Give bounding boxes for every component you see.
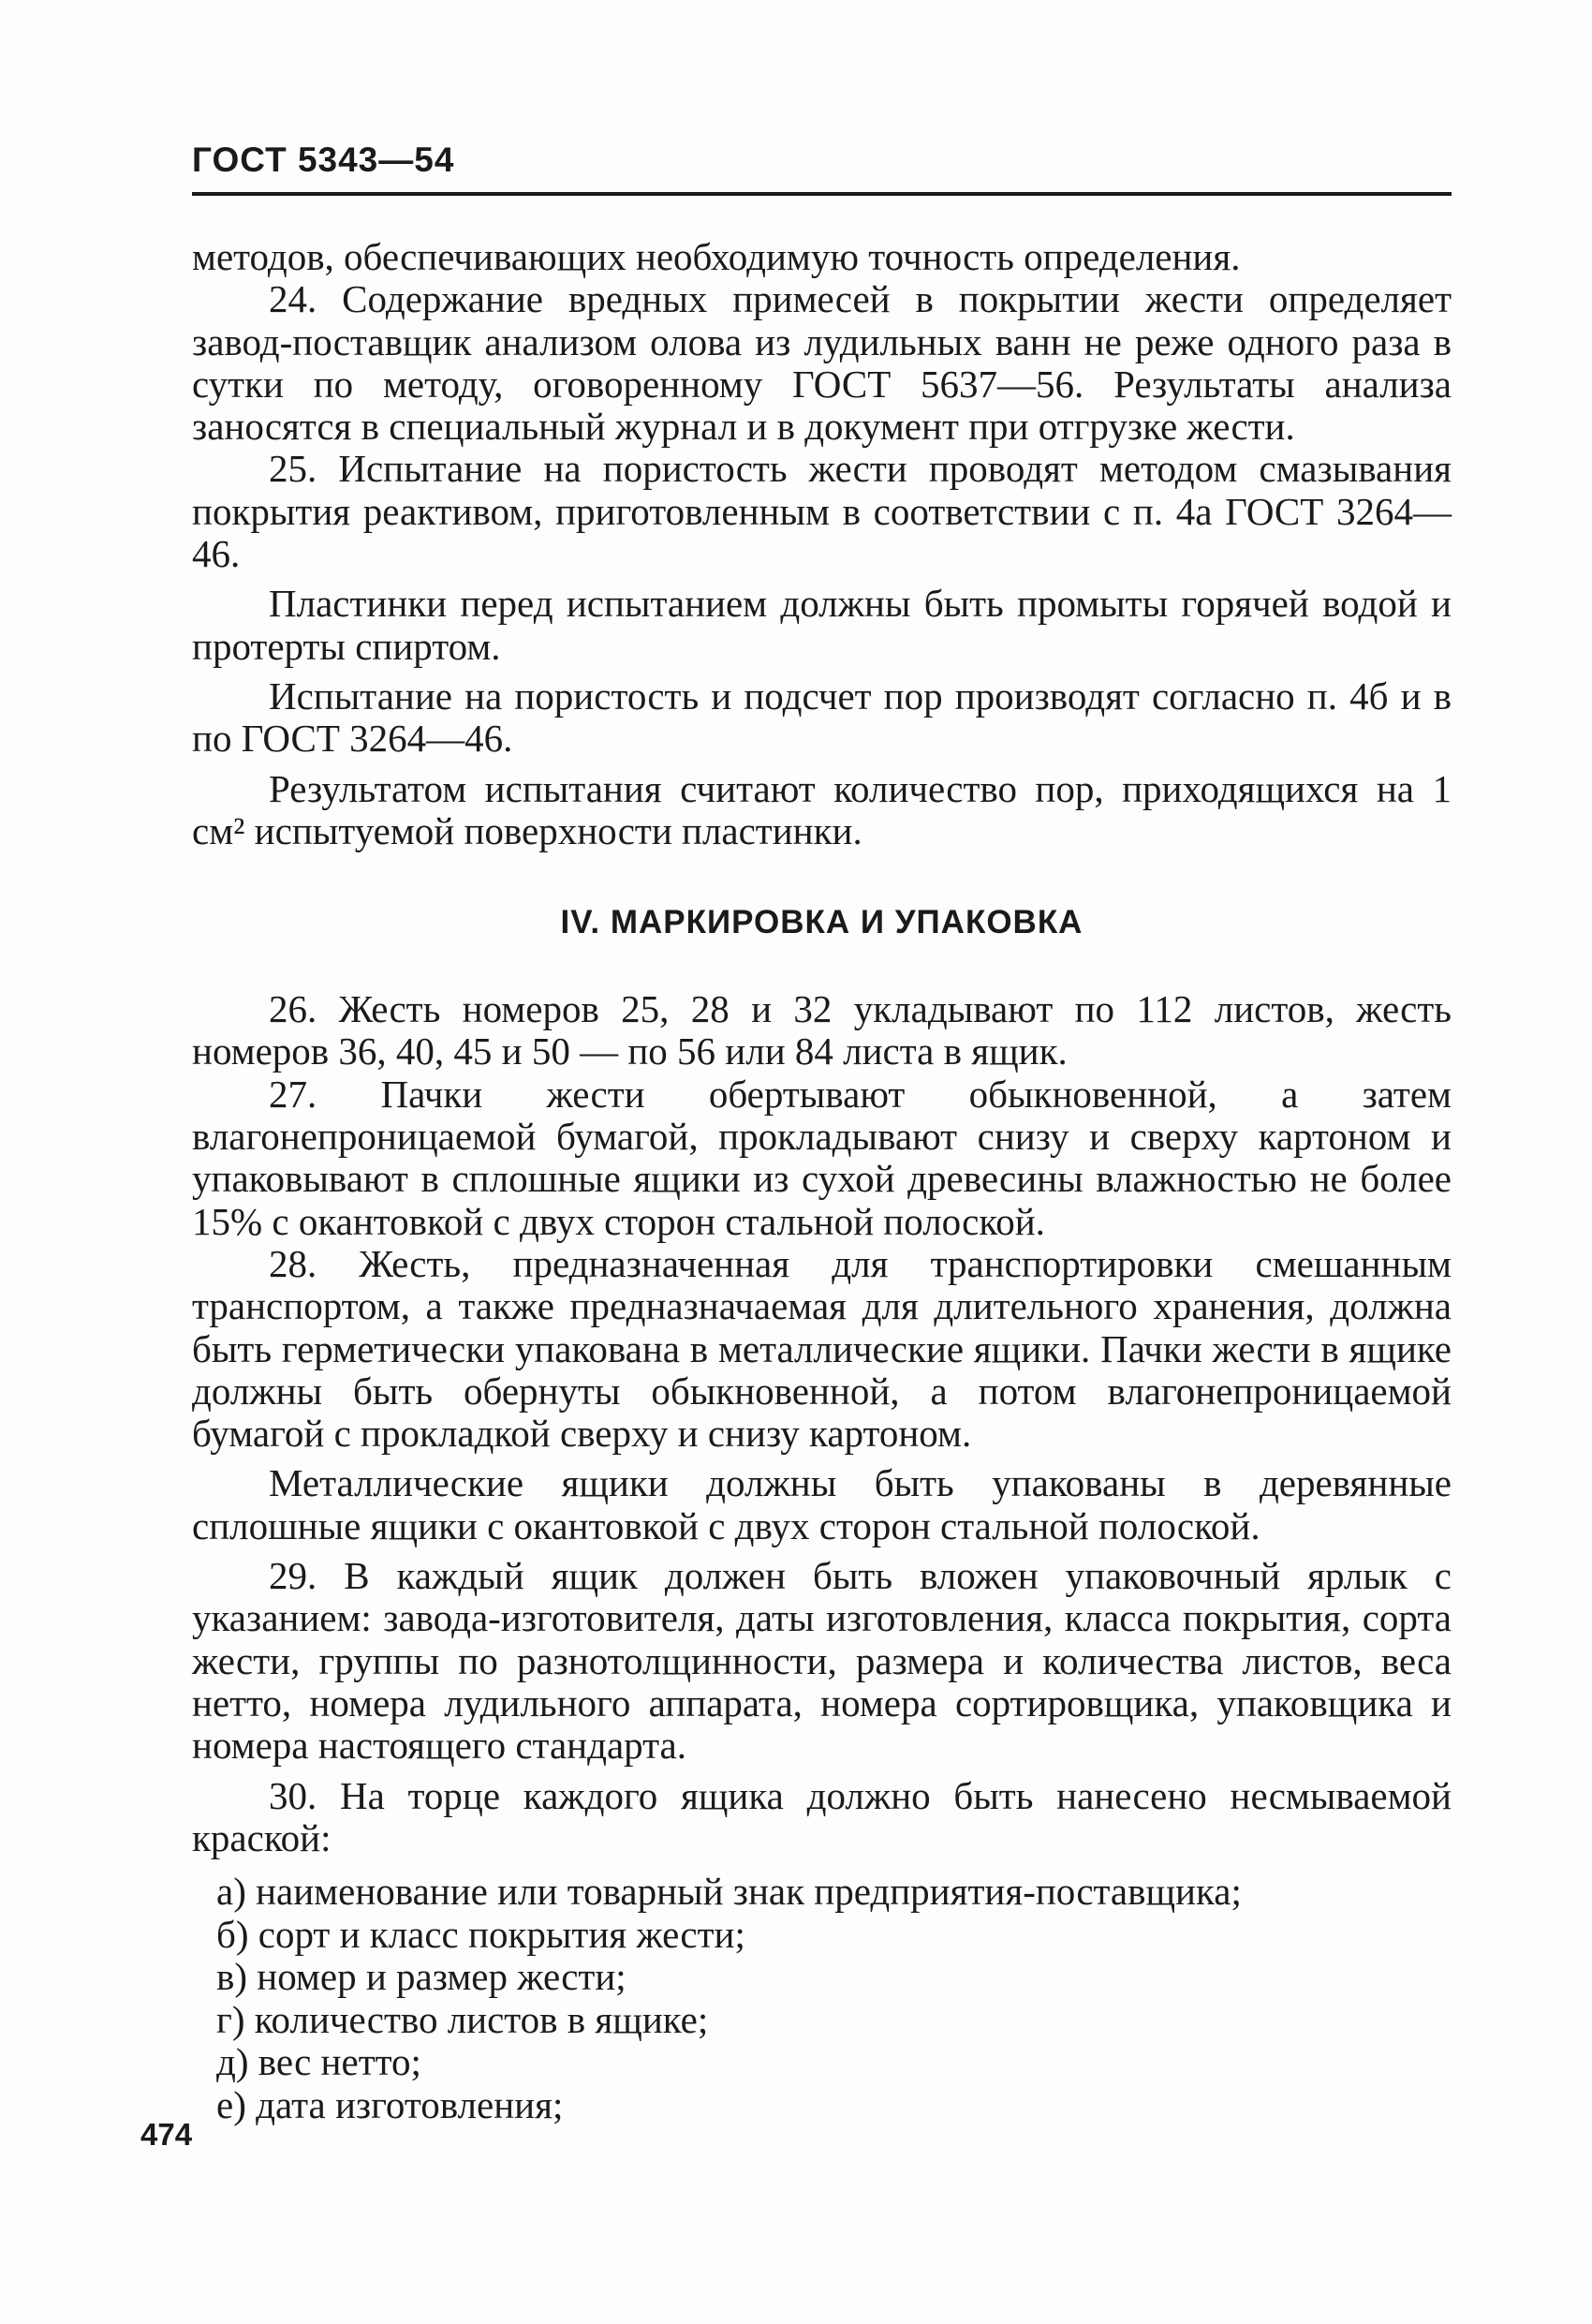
paragraph-continuation: методов, обеспечивающих необходимую точность определения.	[192, 235, 1241, 278]
paragraph-item-29: 29. В каждый ящик должен быть вложен упаковочный ярлык с указанием: завода-изготовителя, даты изготовления, класса покрытия, сорта жести, группы по разнотолщинности, размера и количества листов, веса нетто, номера лудильного аппарата, номера сортировщика, упаковщика и номера настоящего стандарта.	[192, 1554, 1452, 1768]
section-title: IV. МАРКИРОВКА И УПАКОВКА	[560, 904, 1083, 941]
paragraph-item-25: 25. Испытание на пористость жести проводят методом смазывания покрытия реактивом, приготовленным в соответствии с п. 4а ГОСТ 3264—46.	[192, 447, 1452, 576]
paragraph-metal-boxes: Металлические ящики должны быть упакованы в деревянные сплошные ящики с окантовкой с двух сторон стальной полоской.	[192, 1461, 1452, 1547]
list-item: г) количество листов в ящике;	[216, 1997, 709, 2041]
paragraph-item-28: 28. Жесть, предназначенная для транспортировки смешанным транспортом, а также предназначаемая для длительного хранения, должна быть герметически упакована в металлические ящики. Пачки жести в ящике должны быть обернуты обыкновенной, а потом влагонепроницаемой бумагой с прокладкой сверху и снизу картоном.	[192, 1241, 1452, 1456]
paragraph-item-30: 30. На торце каждого ящика должно быть нанесено несмываемой краской:	[192, 1773, 1452, 1859]
document-body	[192, 236, 1452, 2126]
standard-code-header: ГОСТ 5343—54	[192, 141, 455, 179]
list-item: б) сорт и класс покрытия жести;	[216, 1912, 745, 1956]
list-item: а) наименование или товарный знак предприятия-поставщика;	[216, 1870, 1242, 1914]
paragraph-plates-washing: Пластинки перед испытанием должны быть промыты горячей водой и протерты спиртом.	[192, 582, 1452, 668]
paragraph-porosity-count: Испытание на пористость и подсчет пор производят согласно п. 4б и в по ГОСТ 3264—46.	[192, 674, 1452, 761]
paragraph-item-24: 24. Содержание вредных примесей в покрытии жести определяет завод-поставщик анализом олова из лудильных ванн не реже одного раза в сутки по методу, оговоренному ГОСТ 5637—56. Результаты анализа заносятся в специальный журнал и в документ при отгрузке жести.	[192, 277, 1452, 449]
paragraph-item-27: 27. Пачки жести обертывают обыкновенной, а затем влагонепроницаемой бумагой, прокладывают снизу и сверху картоном и упаковывают в сплошные ящики из сухой древесины влажностью не более 15% с окантовкой с двух сторон стальной полоской.	[192, 1072, 1452, 1243]
list-item: д) вес нетто;	[216, 2040, 421, 2084]
list-item: е) дата изготовления;	[216, 2082, 564, 2126]
header-rule	[192, 192, 1452, 196]
list-item: в) номер и размер жести;	[216, 1955, 626, 1999]
paragraph-test-result: Результатом испытания считают количество пор, приходящихся на 1 см² испытуемой поверхности пластинки.	[192, 766, 1452, 852]
page-number: 474	[140, 2117, 193, 2152]
paragraph-item-26: 26. Жесть номеров 25, 28 и 32 укладывают по 112 листов, жесть номеров 36, 40, 45 и 50 — по 56 или 84 листа в ящик.	[192, 987, 1452, 1073]
marking-list	[216, 1871, 1452, 2126]
